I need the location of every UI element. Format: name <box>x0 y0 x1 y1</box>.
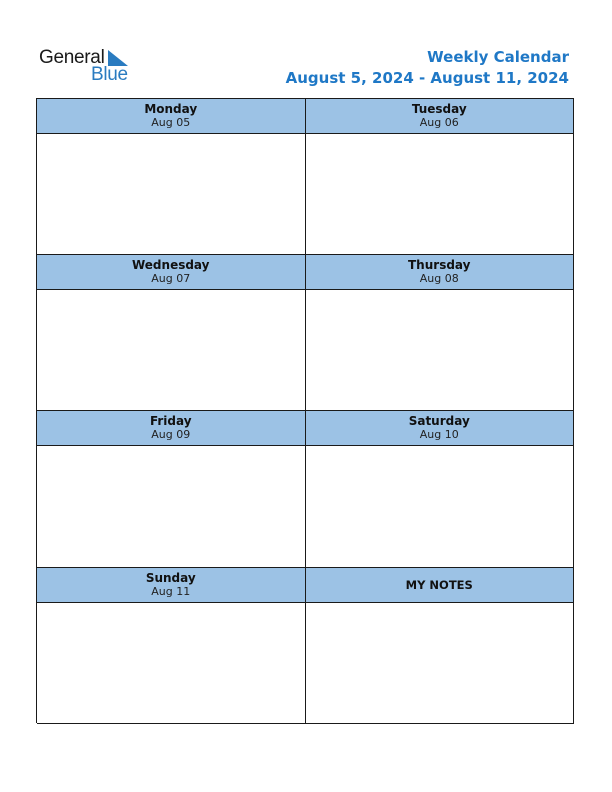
logo-text-general: General <box>39 47 105 68</box>
notes-header <box>306 568 574 603</box>
day-date: Aug 11 <box>151 585 191 598</box>
day-date: Aug 07 <box>151 272 191 285</box>
day-name: Thursday <box>408 258 471 272</box>
day-name: Friday <box>149 414 192 428</box>
day-date: Aug 09 <box>151 428 191 441</box>
calendar-header <box>286 48 569 89</box>
logo-text-blue: Blue <box>91 64 128 85</box>
day-cell-thursday <box>306 255 575 411</box>
day-name: Saturday <box>408 414 470 428</box>
day-header <box>306 99 574 134</box>
day-name: Monday <box>144 102 198 116</box>
page-title: Weekly Calendar <box>427 48 569 66</box>
day-notes-area[interactable] <box>306 446 574 567</box>
day-header <box>306 255 574 290</box>
day-cell-sunday <box>37 568 306 724</box>
day-cell-friday <box>37 411 306 568</box>
day-header <box>37 255 305 290</box>
day-header <box>37 99 305 134</box>
day-name: Tuesday <box>411 102 467 116</box>
day-cell-monday <box>37 99 306 255</box>
notes-cell <box>306 568 575 724</box>
day-notes-area[interactable] <box>306 290 574 410</box>
day-header <box>306 411 574 446</box>
day-name: Wednesday <box>131 258 210 272</box>
day-notes-area[interactable] <box>37 446 305 567</box>
day-date: Aug 06 <box>419 116 459 129</box>
date-range: August 5, 2024 - August 11, 2024 <box>285 69 569 87</box>
day-header <box>37 411 305 446</box>
day-notes-area[interactable] <box>37 290 305 410</box>
day-cell-tuesday <box>306 99 575 255</box>
day-notes-area[interactable] <box>306 134 574 254</box>
day-name: Sunday <box>145 571 196 585</box>
notes-area[interactable] <box>306 603 574 723</box>
calendar-grid <box>36 98 574 723</box>
logo <box>39 47 139 87</box>
day-header <box>37 568 305 603</box>
day-notes-area[interactable] <box>37 134 305 254</box>
day-notes-area[interactable] <box>37 603 305 723</box>
day-cell-wednesday <box>37 255 306 411</box>
day-cell-saturday <box>306 411 575 568</box>
notes-title: MY NOTES <box>405 578 473 592</box>
day-date: Aug 05 <box>151 116 191 129</box>
day-date: Aug 10 <box>419 428 459 441</box>
day-date: Aug 08 <box>419 272 459 285</box>
